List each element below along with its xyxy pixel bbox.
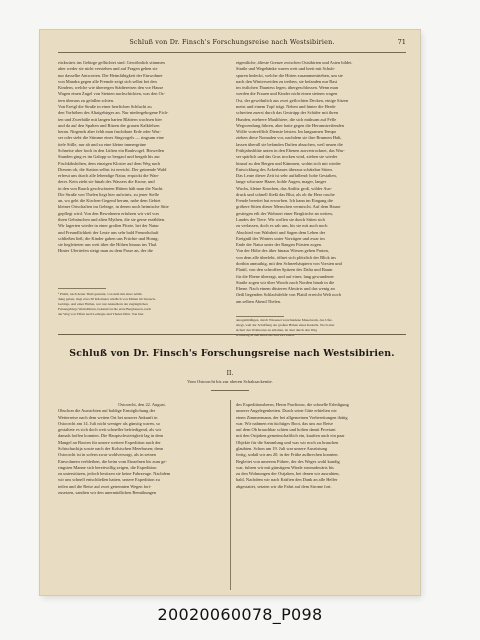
- text-line: druck und schnell fließt das Blut, als ob ihr Herz rasche: [236, 191, 335, 197]
- text-line: Entwicklung des Ackerbaues überaus schätzbar Sitten.: [236, 166, 333, 172]
- catalog-id: 20020060078_P098: [157, 605, 323, 624]
- text-line: Schtschuckija sowie nach der Kolsischen Meerbusen; denn: [58, 445, 163, 451]
- lower-left-column: [58, 402, 226, 588]
- text-line: Ostoorcht am 14. Juli nicht weniger als günstig waren, so: [58, 420, 160, 426]
- text-line: Hinter Ufertiefen steigt man zu dem Passe an, der die: [58, 248, 153, 254]
- text-line: Felsengebirge Westsibirien, bekannt ist die erste Bergbauern, nach: [58, 307, 151, 311]
- text-line: ser spärlich und das Gras trocken wird, ziehen sie wieder: [236, 154, 338, 160]
- text-line: teilen und die Reise auf zwei getrennten Wegen fort-: [58, 483, 152, 489]
- text-line: stiegt, weil der Schaffung der großen Höhen eines Kastells. Noch aber: [236, 323, 335, 327]
- text-line: und da auf den Spalten und Ritzen der grauen Kalkfelsen: [58, 122, 160, 128]
- text-line: ten und Zwerbäße mit langen harten Blättern wachsen hier: [58, 116, 162, 122]
- text-line: werden die Frauen und Kinder nicht einen steinen wagen: [236, 91, 338, 97]
- text-line: Freude bereitet hat erworben. Ich kann im Eingang die: [236, 198, 333, 204]
- text-line: fleiß liegenden Schlachtfelde von Plattil erreicht Welt noch: [236, 292, 341, 298]
- text-line: Wagen einen Zugel von Steinen nachschickten, was den Os-: [58, 91, 165, 97]
- text-line: im östlichen Thuntess legen, übergeschlossen. Wenn man: [236, 85, 338, 91]
- text-line: schließen ließ; die Kinder gaben uns Früchte und Honig;: [58, 235, 159, 241]
- page-header: [58, 38, 406, 53]
- text-line: Weiterreise nach dem weiten Ost bei unserer Ankunft in: [58, 414, 158, 420]
- text-line: Einwohnern verbleiben, die beim vom Einzelnen bis zum ge-: [58, 458, 167, 464]
- text-line: schreiten zuerst durch das Gestrüpp der Schäfer mit ihren: [236, 110, 339, 116]
- text-line: ziehen diese Nomaden vor, nachdem sie ihre Brunnen Halt,: [236, 135, 342, 141]
- text-line: Ostoorcht ist in sofern zwar wohlversorgt, als in seinen: [58, 452, 156, 458]
- page-number: 71: [397, 38, 406, 46]
- text-line: Von der Höhe des über hinaus Wiesen gehen Pasten,: [236, 248, 329, 254]
- text-line: dung geben, liegt etwa 30 Kilometer nördlich von Mitten im Versuch-: [58, 297, 156, 301]
- subtitle-rule: [211, 390, 249, 391]
- text-line: und Freundlichkeit der Leute uns sehr bald Freundschaft: [58, 229, 159, 235]
- lower-left-body: [58, 408, 226, 496]
- text-line: ringsten Manne sich bereitwillig zeigen, die Expedition: [58, 464, 157, 470]
- text-line: Schneise aber hoch in den Lüften ein Raubvogel. Bisweilen: [58, 147, 165, 153]
- text-line: Frühjahrsblüte unten in den Ebenen ausvertrocknet, das Was-: [236, 147, 345, 153]
- text-line: aber weder sie nicht verstehen und auf Fragen geben sie: [58, 66, 158, 72]
- text-line: Wir lagerten wieder in einer großen Pforte, bei der Natur: [58, 223, 159, 229]
- text-line: tiefe Stille, nur ab und zu eine kleine immergrüne: [58, 141, 147, 147]
- text-line: gestiegen eilt der Wohnort einer Bergkirche an weiten,: [236, 210, 333, 216]
- section-divider: [58, 334, 406, 335]
- footnote-rule-right: [236, 316, 284, 317]
- text-line: sie begleiteten uns weit über die Höhen hinaus ins Thal.: [58, 242, 158, 248]
- text-line: mit den Ostjaken gemeinschaftlich ein, kauften auch ein paar: [236, 433, 345, 439]
- text-line: ihren Gebräuchen und alten Mythen, die sie gerne erzählten.: [58, 217, 166, 223]
- text-line: fertig, sodaß wir am 20. in der Frühe aufbrechen konnten.: [236, 452, 339, 458]
- text-line: abgestattet, setzten wir die Fahrt auf dem Strome fort.: [236, 483, 332, 489]
- text-line: glaubten. Schon am 19. Juli war unsere Ausrüstung: [236, 445, 328, 451]
- text-line: schwierig in den Ritze der sich zu Felsen.: [236, 333, 295, 337]
- text-line: zu unterstützen, jedoch besitzen sie keine Fahrzeuge. Nachdem: [58, 471, 171, 477]
- text-line: ¹ Plattil, nach deren Theil genannt, von dem mit einer Abbil-: [58, 292, 143, 296]
- text-line: Ebene. Nach einem düsteren Abwärts und das wenig an: [236, 286, 335, 292]
- text-line: dorthin anmuthig, mit den Schneehäuptern von Vorsten und: [236, 261, 342, 266]
- footnote-right: [236, 318, 406, 338]
- scanned-page: [40, 30, 420, 595]
- text-line: Landes der Tiere. Wir wollen sie durch Sitten sich: [236, 217, 325, 223]
- text-line: Das Leute dieser Zeit ist sehr auffallend: hohe Gestalten,: [236, 173, 337, 179]
- text-line: Diesem ob, die Station selbst ist erreicht. Der grünende Wald: [58, 166, 167, 172]
- text-line: gröbere Sitten dieser Menschen vermischt. Auf dem Hause: [236, 204, 341, 210]
- footnote-left: [58, 292, 226, 317]
- text-line: Ende der Natur unter der Rangen Fürsten zogen.: [236, 242, 323, 248]
- text-line: gestaltete es sich doch weit schneller befriedigend, als wir: [58, 427, 162, 433]
- text-line: Gebirge. Auf einer Hallen, wer nur Ansiedlern der zugänglichen: [58, 302, 148, 306]
- upper-left-column: [58, 60, 226, 286]
- text-line: zu verlassen, doch es sah uns, bis sie mit auch noch: [236, 223, 328, 229]
- text-line: Wegwendung führen, aber hatte gegen die Herumstreifenden: [236, 122, 344, 128]
- text-line: Straße zogen wir über Woods nach Norden hinab in die: [236, 279, 335, 285]
- text-line: in den von Rauch geschwärzten Hütten hält man die Nacht.: [58, 185, 164, 191]
- text-line: von dem alle überlebt, öffnet sich plötzlich der Blick ins: [236, 254, 336, 260]
- text-line: tern überaus zu gefallen schien.: [58, 97, 115, 103]
- text-line: Obschon die Aussichten auf baldige Ermöglichung der: [58, 408, 156, 414]
- text-line: damals hoffen konnten. Die Hauptschwierigkeit lag in dem: [58, 433, 163, 439]
- running-title: Schluß von Dr. Finsch's Forschungsreise nach Westsibirien.: [129, 38, 335, 46]
- section-number: II.: [226, 370, 234, 377]
- text-line: Mangel an Booten für unsere weitere Expedition nach der: [58, 439, 161, 445]
- text-line: erfreut uns durch alle lebendige Natur, erquickt die Wan-: [58, 173, 160, 179]
- text-line: ser oder sieht die Stimme eines Singvogels — ringsum eine: [58, 135, 164, 141]
- text-line: am selben Abend Thelen.: [236, 298, 282, 304]
- text-line: Objekte für die Sammlung und was wir noch zu brauchen: [236, 439, 339, 445]
- text-line: derer. Kein zieht sie hinab des Wassers die Krone, und: [58, 179, 155, 185]
- footnote-rule-left: [58, 288, 106, 289]
- text-line: Hunden, mehrere Maulthiere, die sich mühsam auf Felle: [236, 116, 337, 122]
- text-line: Ereigniß des Winters unter Vorzügen und zwar im: [236, 235, 325, 241]
- text-line: lassen überall sie befanden Duften absuchen, weil neuen die: [236, 141, 343, 147]
- text-line: an, wo geht die Kirchen-Gegend herum, nahe dem Gebiet: [58, 198, 161, 204]
- dateline: Ostoorcht, den 22. August.: [118, 402, 166, 407]
- text-line: des Expeditionsherrn, Herrn Pawlinow, die schnelle Erledigung: [236, 402, 349, 407]
- text-line: zu den Wohnungen der Ostjaken, bei denen wir ausruhten,: [236, 471, 340, 477]
- text-line: bald, Nachdem wir nach Kräften den Dank an alle Helfer: [236, 477, 338, 483]
- text-line: Abschied von Wahrheit und Sagen dem Leben der: [236, 229, 326, 235]
- section-title: Schluß von Dr. Finsch's Forschungsreise nach Westsibirien.: [69, 348, 395, 359]
- text-line: unserer Angelegenheiten. Durch seine Güte erhielten wir: [236, 408, 337, 414]
- text-line: spuren bedeckt, welche die Hirten zusammentrieben, um sie: [236, 72, 343, 78]
- text-line: Die Straße von Thelen liegt hier aufwärts, zu jener Stelle: [58, 191, 159, 197]
- text-line: Fischkibshöhen, dem einzigen Kloster auf dem Weg nach: [58, 160, 161, 166]
- text-line: Wuchs, kleine Knochen, das Antlitz groß, wilder Aus-: [236, 185, 332, 191]
- text-line: lange schwarze Haare, hohle Augen, mager, langer: [236, 179, 327, 185]
- text-line: Kindern, welche wie überregen Städtereisen den vor Hause: [58, 85, 164, 91]
- lower-right-column: [236, 402, 406, 588]
- text-line: einen Zimmermann, der bei allgemeinen Vorbereitungen thätig: [236, 414, 348, 420]
- text-line: anregelmäßigen, durch Wiesenei verschiedene Mauerwerk, das Ufer-: [236, 318, 333, 322]
- text-line: auf dem Ob brauchbar schien und holten damit Proviant: [236, 427, 336, 433]
- text-line: kleiner Ortschaften im Gebirge, in denen noch heimische Sitte: [58, 204, 169, 210]
- text-line: Stunden ging es im Galopp so bergauf und bergab bis zur: [58, 154, 160, 160]
- text-line: sichert des Wohnortes zu erhalten, ist aber durch den Weg: [236, 328, 317, 332]
- text-line: Ost, der gewöhnlich aus zwei geflochten Decken, einige Sitzen: [236, 97, 349, 103]
- section-subtitle: Vom Ostoorcht bis zur oberen Schaksackentie.: [187, 379, 273, 384]
- text-line: den Vorhöhen des Altaigebirges an. Nur niedergebogene Fich-: [58, 110, 169, 116]
- text-line: hinauf zu den Bergen und Kämmen, wohin sich mit wieder: [236, 160, 341, 166]
- text-line: nach den Winterweiden zu treiben, sie befanden nur Rast: [236, 78, 338, 84]
- text-line: war. Wir nahmen ein tüchtiges Boot, das uns zur Reise: [236, 420, 333, 426]
- column-separator: [230, 400, 231, 590]
- text-line: der Weg von Tüfen nach Lemogie und Thelen führt. Von hier: [58, 312, 144, 316]
- text-line: Straße und Wegebänke waren weit und breit mit Schuh-: [236, 66, 336, 72]
- text-line: Wölfe vortrefflich Dienste leisten. Im langsamen Tempo: [236, 129, 337, 135]
- text-line: war, fuhren wir mit günstigem Winde stromabwärts bis: [236, 464, 334, 470]
- text-line: für die Ebene überragt, und auf einer, lang gewundener: [236, 273, 334, 279]
- text-line: wir uns schnell entschließen hatten, unsere Expedition zu: [58, 477, 160, 483]
- text-line: zusetzen, sandten wir den unermüdlichen Bemühungen: [58, 489, 157, 495]
- text-line: heran. Nirgends aber fehlt man fruchtbare Erde oder Was-: [58, 129, 161, 135]
- text-line: eigentliche, älteste Grenze zwischen Ostsibirien und Asien bildet.: [236, 60, 353, 65]
- text-line: Plattil, von den schroffen Spitzen des Dalia und Baum: [236, 267, 333, 273]
- text-line: Begleitet von unserem Führer, der des Weges wohl kundig: [236, 458, 340, 464]
- text-line: gepflegt wird. Von den Bewohnern erfuhren wir viel von: [58, 210, 159, 216]
- text-line: rückwärts ins Gebirge geflüchtet sind. Gewöhnlich stimmen: [58, 60, 165, 65]
- text-line: meist und einem Topf trägt. Neben und hinter die Herde: [236, 103, 336, 109]
- text-line: nur dasselbe Antworten. Die Heimfähigkeit der Einwohner: [58, 72, 163, 78]
- text-line: Von Ereigl die Straße in einer herrlichen Schlucht zu: [58, 103, 152, 109]
- upper-right-column: [236, 60, 406, 318]
- text-line: von Mandra gegen alle Fremde zeigt sich selbst bei den: [58, 78, 157, 84]
